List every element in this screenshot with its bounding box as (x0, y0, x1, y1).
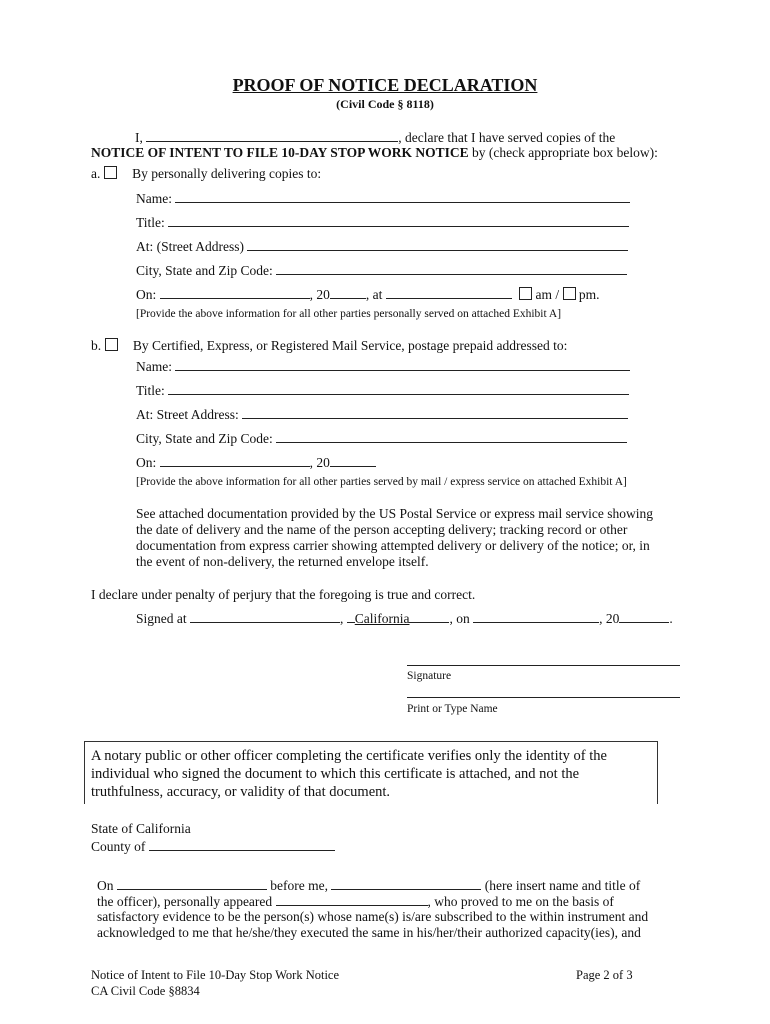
section-b-marker: b. (91, 338, 102, 353)
footer-page-number: Page 2 of 3 (576, 968, 633, 982)
am-label: am / (535, 287, 560, 302)
year-prefix: , 20 (309, 455, 330, 470)
section-b-city-field[interactable] (276, 430, 627, 443)
title-label: Title: (136, 215, 165, 230)
section-a-heading-row (91, 166, 321, 182)
appeared-name-field[interactable] (276, 893, 428, 906)
page-title: PROOF OF NOTICE DECLARATION (232, 75, 538, 95)
signed-at-label: Signed at (136, 611, 187, 626)
section-a-name-field[interactable] (175, 190, 630, 203)
footer-code: CA Civil Code §8834 (91, 984, 200, 998)
on-label: , on (449, 611, 470, 626)
ack-line-2 (97, 893, 614, 910)
city-label: City, State and Zip Code: (136, 431, 273, 446)
address-label: At: Street Address: (136, 407, 239, 422)
declarant-name-field[interactable] (146, 129, 398, 142)
page-subtitle: (Civil Code § 8118) (336, 97, 434, 111)
section-b-para-4: the event of non-delivery, the returned envelope itself. (136, 554, 429, 569)
section-a-address-row (136, 238, 628, 255)
section-b-name-field[interactable] (175, 358, 630, 371)
pm-checkbox[interactable] (563, 287, 576, 300)
underline-gap (409, 610, 449, 623)
intro-declare: , declare that I have served copies of the (398, 130, 616, 145)
section-b-address-row (136, 406, 628, 423)
ack-line-3: satisfactory evidence to be the person(s) whose name(s) is/are subscribed to the within instrument and (97, 909, 649, 924)
pm-label: pm. (578, 287, 600, 302)
section-a-time-field[interactable] (386, 286, 512, 299)
city-label: City, State and Zip Code: (136, 263, 273, 278)
signed-at-row: Signed at , California , on , 20 . (136, 611, 673, 626)
signature-line[interactable] (407, 665, 680, 666)
on-label: On: (136, 455, 157, 470)
personally-appeared-label: the officer), personally appeared (97, 894, 273, 909)
section-a-checkbox[interactable] (104, 166, 117, 179)
ack-line-1 (97, 877, 640, 894)
section-a-name-row (136, 190, 630, 207)
section-a-address-field[interactable] (247, 238, 628, 251)
section-b-para-3: documentation from express carrier showing attempted delivery or delivery of the notice; or, in (136, 538, 650, 553)
signed-year-field[interactable] (619, 610, 669, 623)
year-prefix: , 20 (599, 611, 620, 626)
section-a-city-field[interactable] (276, 262, 627, 275)
section-b-para-2: the date of delivery and the name of the person accepting delivery; tracking record or other (136, 522, 628, 537)
am-checkbox[interactable] (519, 287, 532, 300)
notary-line-3: truthfulness, accuracy, or validity of that document. (91, 784, 391, 800)
name-label: Name: (136, 191, 172, 206)
venue-county-row (91, 838, 335, 855)
perjury-statement: I declare under penalty of perjury that the foregoing is true and correct. (91, 587, 476, 602)
county-field[interactable] (149, 838, 335, 851)
name-label: Name: (136, 359, 172, 374)
section-b-heading: By Certified, Express, or Registered Mail Service, postage prepaid addressed to: (132, 338, 568, 353)
venue-state: State of California (91, 821, 191, 836)
section-a-marker: a. (91, 166, 101, 181)
signed-city-field[interactable] (190, 610, 340, 623)
section-a-heading: By personally delivering copies to: (132, 166, 322, 181)
on-label: On: (136, 287, 157, 302)
ack-date-field[interactable] (117, 877, 267, 890)
section-b-heading-row (91, 338, 567, 354)
county-label: County of (91, 839, 146, 854)
section-b-title-row (136, 382, 629, 399)
section-b-name-row (136, 358, 630, 375)
intro-i: I, (135, 130, 143, 145)
proved-label: , who proved to me on the basis of (427, 894, 614, 909)
address-label: At: (Street Address) (136, 239, 244, 254)
section-b-title-field[interactable] (168, 382, 629, 395)
section-a-date-field[interactable] (160, 286, 310, 299)
section-b-city-row (136, 430, 627, 447)
officer-name-field[interactable] (331, 877, 481, 890)
footer-doc-title: Notice of Intent to File 10-Day Stop Work Notice (91, 968, 340, 982)
notary-line-1: A notary public or other officer completing the certificate verifies only the identity of the (91, 748, 607, 764)
print-name-line[interactable] (407, 697, 680, 698)
section-a-city-row (136, 262, 627, 279)
intro-line-2 (91, 145, 658, 161)
section-b-note: [Provide the above information for all other parties served by mail / express service on attached Exhibit A] (136, 476, 627, 488)
section-a-note: [Provide the above information for all other parties personally served on attached Exhibit A] (136, 308, 562, 320)
section-a-title-field[interactable] (168, 214, 629, 227)
california-text: California (354, 611, 410, 626)
ack-line-4: acknowledged to me that he/she/they executed the same in his/her/their authorized capacity(ies), and (97, 925, 641, 940)
title-label: Title: (136, 383, 165, 398)
underline-gap (347, 610, 355, 623)
notice-rest: by (check appropriate box below): (468, 145, 658, 160)
section-a-date-row (136, 286, 600, 303)
section-b-address-field[interactable] (242, 406, 628, 419)
section-b-checkbox[interactable] (105, 338, 118, 351)
notice-title: NOTICE OF INTENT TO FILE 10-DAY STOP WORK NOTICE (91, 145, 469, 160)
print-name-label: Print or Type Name (407, 703, 498, 715)
signature-label: Signature (407, 670, 452, 682)
section-b-year-field[interactable] (330, 454, 376, 467)
period: . (669, 611, 673, 626)
insert-label: (here insert name and title of (484, 878, 641, 893)
section-b-para-1: See attached documentation provided by the US Postal Service or express mail service showing (136, 506, 653, 521)
intro-line-1 (135, 129, 615, 146)
signed-date-field[interactable] (473, 610, 599, 623)
before-me-label: before me, (270, 878, 328, 893)
section-a-year-field[interactable] (330, 286, 366, 299)
notary-line-2: individual who signed the document to which this certificate is attached, and not the (91, 766, 580, 782)
year-prefix: , 20 (309, 287, 330, 302)
section-b-date-field[interactable] (160, 454, 310, 467)
at-label: , at (365, 287, 383, 302)
ack-on-label: On (97, 878, 114, 893)
section-b-date-row (136, 454, 376, 471)
section-a-title-row (136, 214, 629, 231)
